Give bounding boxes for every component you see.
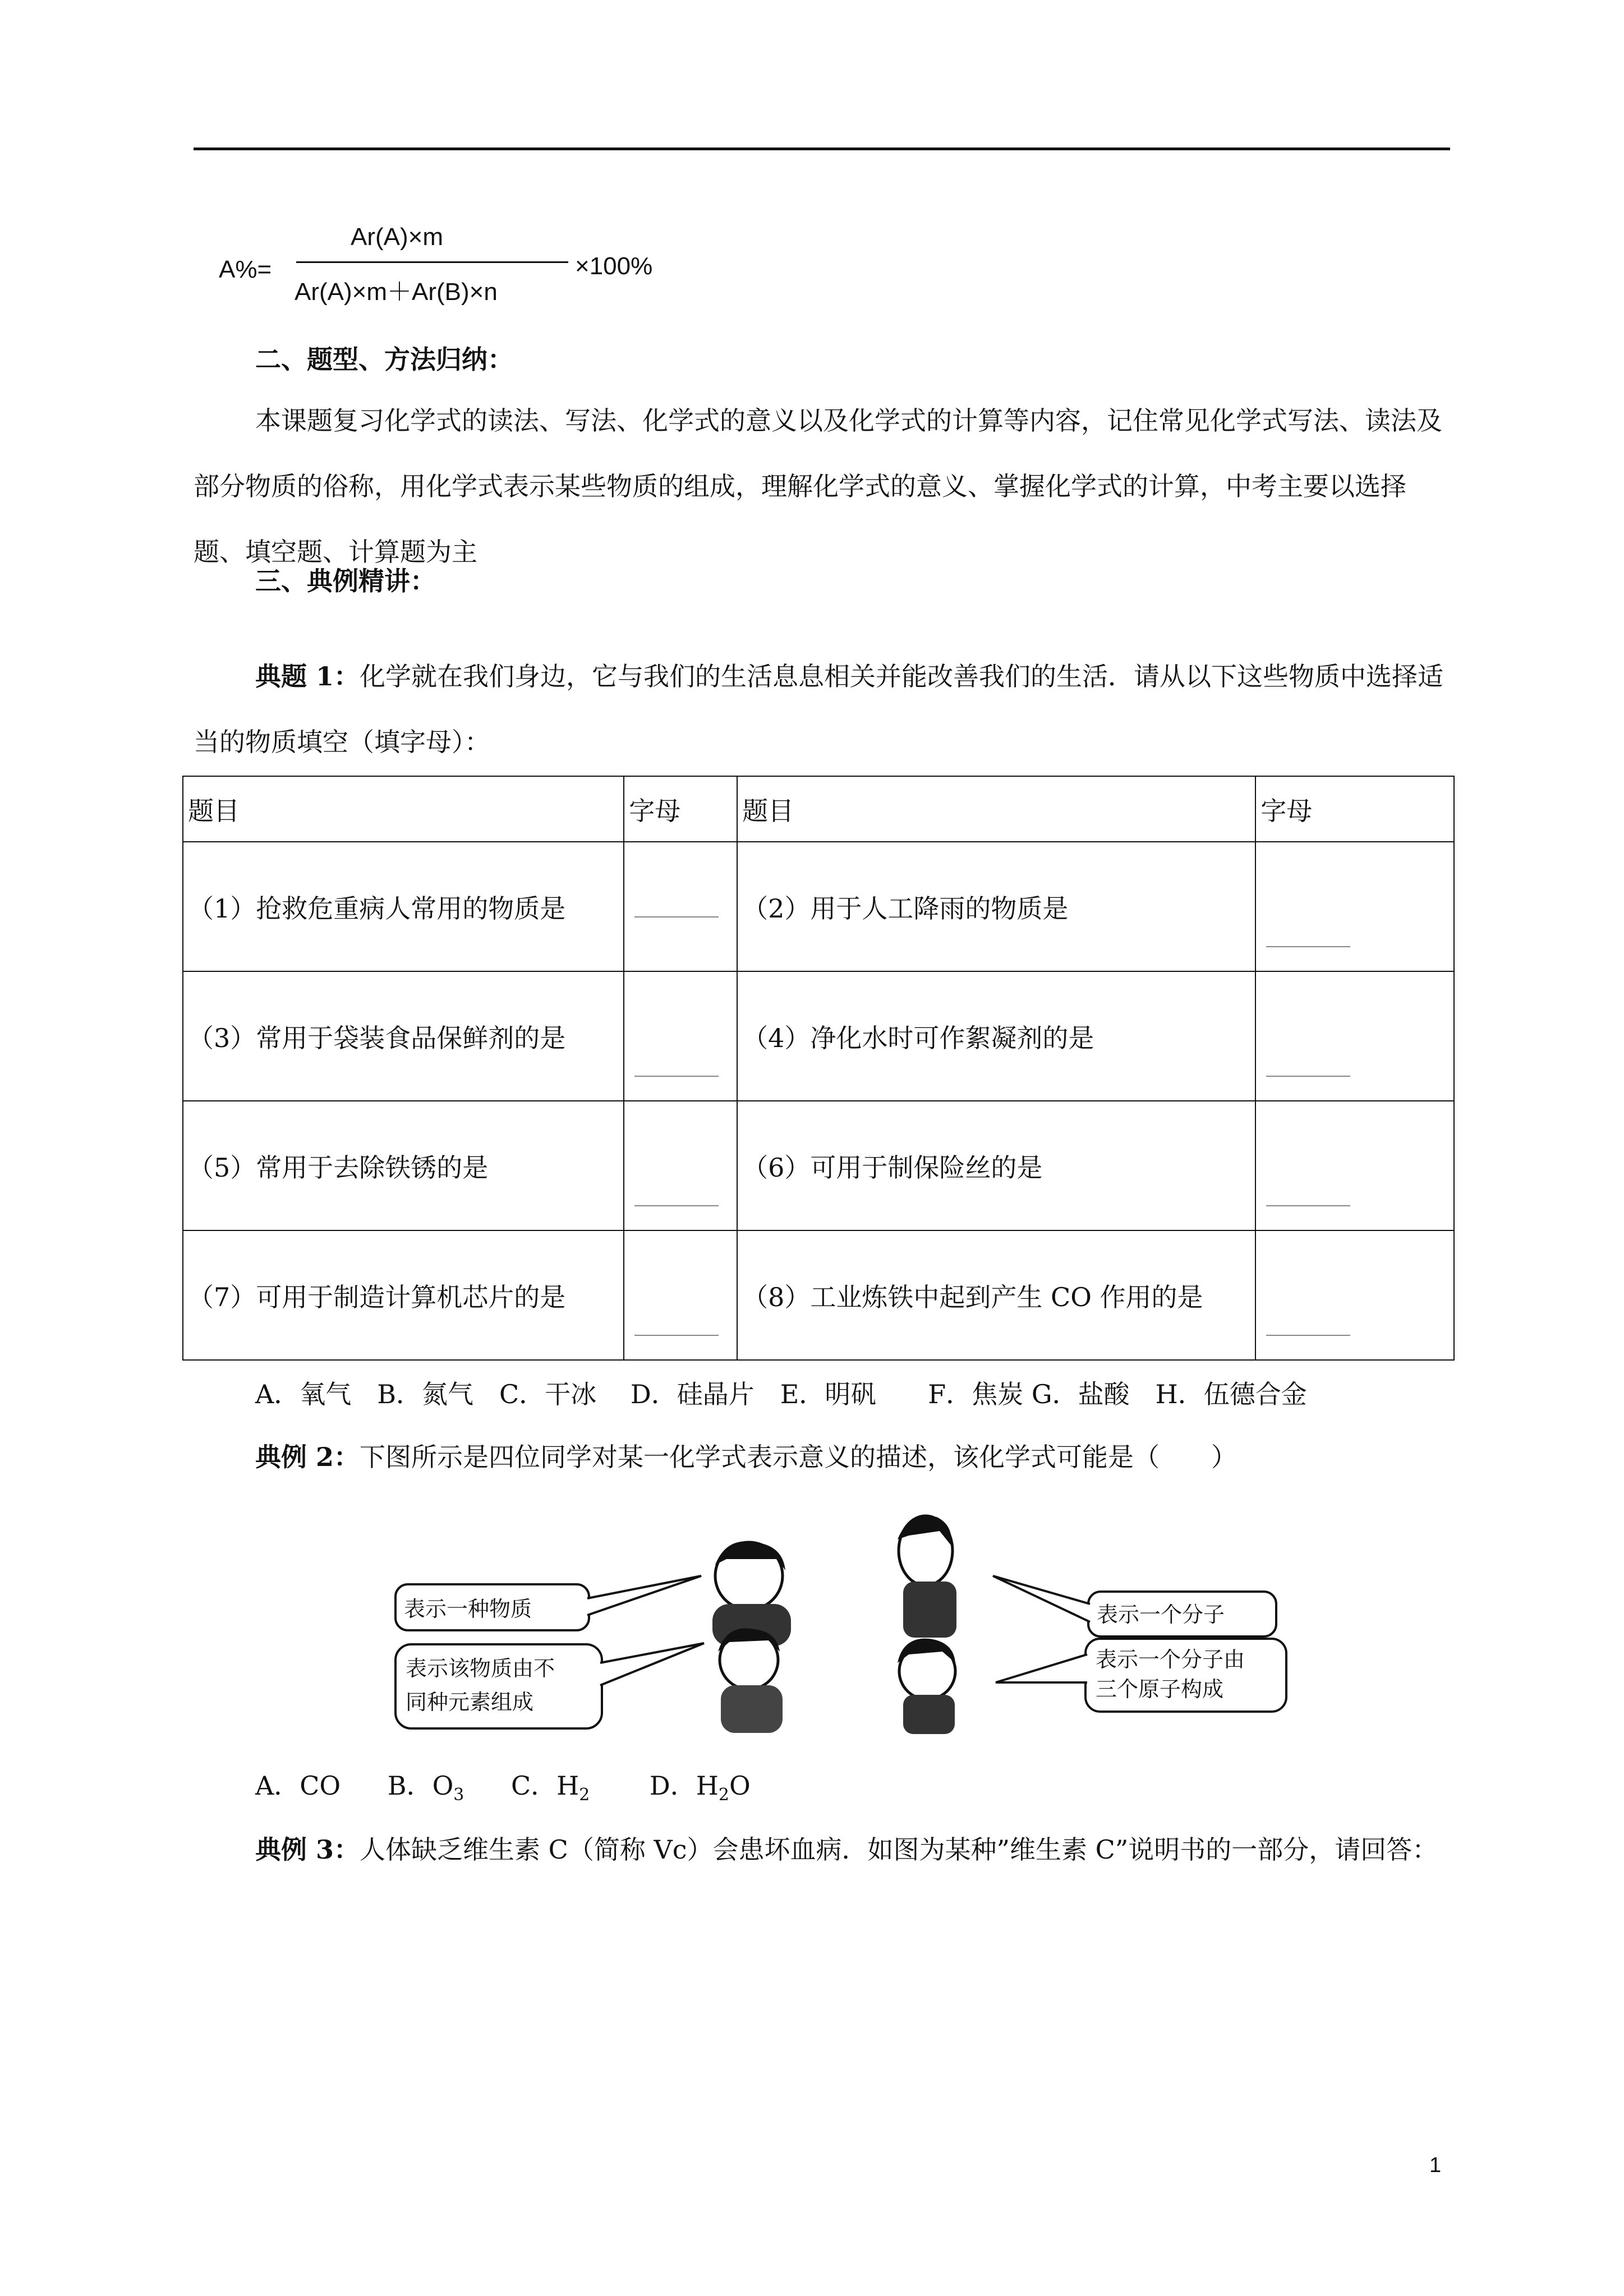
option-b: B．$O_3$ <box>387 1771 464 1805</box>
table-header-row <box>183 776 1454 842</box>
speech-bubble-tail <box>587 1576 701 1615</box>
speech-bubble-tail <box>600 1643 704 1685</box>
example3-text: 人体缺乏维生素 C（简称 Vc）会患坏血病．如图为某种”维生素 C”说明书的一部分，请回答： <box>360 1834 1438 1865</box>
formula-fraction-bar <box>296 261 568 263</box>
option-c: C．$H_2$ <box>510 1771 590 1805</box>
question-cell: （1）抢救危重病人常用的物质是 <box>183 842 624 971</box>
example2-lead: 典例 2： <box>255 1442 360 1472</box>
table-row <box>183 1101 1454 1230</box>
student-figure <box>718 1628 783 1733</box>
example3-lead: 典例 3： <box>255 1834 360 1865</box>
answer-blank[interactable] <box>1266 946 1350 947</box>
speech-bubble-tail <box>993 1576 1090 1622</box>
example3-paragraph <box>194 1817 1450 1883</box>
section2-paragraph: 本课题复习化学式的读法、写法、化学式的意义以及化学式的计算等内容，记住常见化学式写法、读法及部分物质的俗称，用化学式表示某些物质的组成，理解化学式的意义、掌握化学式的计算，中考主要以选择题、填空题、计算题为主 <box>194 405 1442 567</box>
option-d: D．$H_2O$ <box>649 1771 751 1805</box>
formula-denominator: Ar(A)×m＋Ar(B)×n <box>295 278 498 306</box>
example1-text: 化学就在我们身边，它与我们的生活息息相关并能改善我们的生活．请从以下这些物质中选择适当的物质填空（填字母）： <box>194 661 1444 757</box>
answer-cell[interactable] <box>1255 971 1454 1101</box>
answer-cell[interactable] <box>624 1101 737 1230</box>
bubble-text: 三个原子构成 <box>1096 1677 1224 1702</box>
question-cell: （6）可用于制保险丝的是 <box>737 1101 1255 1230</box>
answer-cell[interactable] <box>1255 1101 1454 1230</box>
students-illustration <box>390 1492 1299 1739</box>
example2-options <box>255 1765 751 1805</box>
question-cell: （3）常用于袋装食品保鲜剂的是 <box>183 971 624 1101</box>
option-a: A．CO <box>255 1771 341 1801</box>
student-figure <box>898 1516 956 1638</box>
answer-cell[interactable] <box>1255 842 1454 971</box>
student-figure <box>898 1639 955 1734</box>
question-cell: （4）净化水时可作絮凝剂的是 <box>737 971 1255 1101</box>
section3-heading: 三、典例精讲： <box>255 566 436 596</box>
bubble-text: 表示一个分子 <box>1097 1602 1225 1627</box>
question-table <box>182 776 1455 1361</box>
students-figure <box>390 1492 1299 1739</box>
answer-cell[interactable] <box>624 971 737 1101</box>
formula-label: A%= <box>219 256 272 283</box>
answer-cell[interactable] <box>624 842 737 971</box>
question-cell: （5）常用于去除铁锈的是 <box>183 1101 624 1230</box>
answer-cell[interactable] <box>624 1230 737 1360</box>
bubble-text: 表示一种物质 <box>404 1597 532 1621</box>
question-cell: （8）工业炼铁中起到产生 CO 作用的是 <box>737 1230 1255 1360</box>
table-row <box>183 842 1454 971</box>
table-header-cell: 字母 <box>624 776 737 842</box>
question-cell: （7）可用于制造计算机芯片的是 <box>183 1230 624 1360</box>
answer-blank[interactable] <box>634 1205 719 1206</box>
example1-paragraph <box>194 644 1450 775</box>
table-row <box>183 971 1454 1101</box>
answer-blank[interactable] <box>634 916 719 918</box>
page-number: 1 <box>1429 2154 1442 2177</box>
table-header-cell: 题目 <box>183 776 624 842</box>
formula-numerator: Ar(A)×m <box>351 223 443 251</box>
table-header-cell: 字母 <box>1255 776 1454 842</box>
example2-paragraph <box>194 1424 1450 1490</box>
example2-text: 下图所示是四位同学对某一化学式表示意义的描述，该化学式可能是（ ） <box>360 1442 1237 1472</box>
bubble-text: 表示一个分子由 <box>1096 1647 1245 1672</box>
question-cell: （2）用于人工降雨的物质是 <box>737 842 1255 971</box>
speech-bubble-tail <box>996 1654 1087 1682</box>
bubble-text: 同种元素组成 <box>406 1690 534 1714</box>
answer-blank[interactable] <box>634 1335 719 1336</box>
table-row <box>183 1230 1454 1360</box>
example1-options: A．氧气 B．氮气 C．干冰 D．硅晶片 E．明矾 F．焦炭 G．盐酸 H．伍德合金 <box>255 1379 1307 1409</box>
example1-lead: 典题 1： <box>255 661 360 691</box>
section2-heading: 二、题型、方法归纳： <box>255 344 513 375</box>
answer-blank[interactable] <box>634 1076 719 1077</box>
answer-blank[interactable] <box>1266 1335 1350 1336</box>
answer-blank[interactable] <box>1266 1205 1350 1206</box>
bubble-text: 表示该物质由不 <box>406 1656 555 1681</box>
table-header-cell: 题目 <box>737 776 1255 842</box>
header-rule <box>194 147 1450 150</box>
answer-blank[interactable] <box>1266 1076 1350 1077</box>
formula-multiplier: ×100% <box>575 252 653 280</box>
answer-cell[interactable] <box>1255 1230 1454 1360</box>
